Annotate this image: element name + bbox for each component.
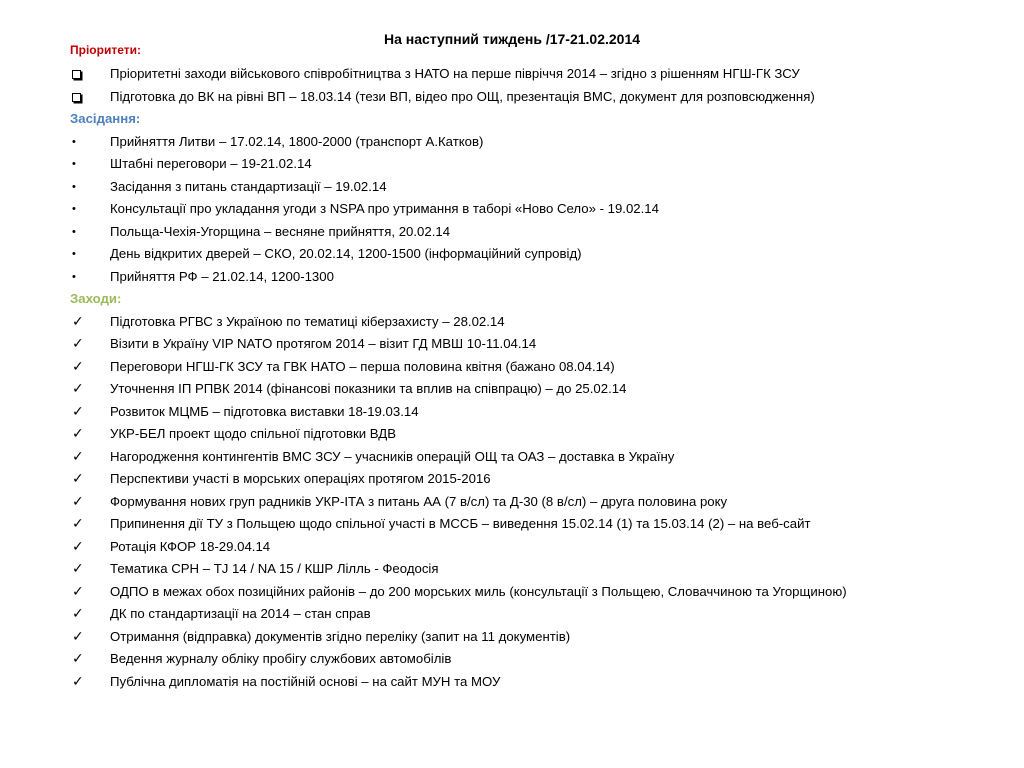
dot-bullet-icon: • xyxy=(72,248,76,260)
checkbox-bullet-icon xyxy=(0,86,110,109)
event-item: ✓ Підготовка РГВС з Україною по тематиці кіберзахисту – 28.02.14 xyxy=(0,311,1024,334)
event-item: ✓ Нагородження контингентів ВМС ЗСУ – учасників операцій ОЩ та ОАЗ – доставка в Україну xyxy=(0,446,1024,469)
event-item: ✓ Формування нових груп радників УКР-ІТА з питань АА (7 в/сл) та Д-30 (8 в/сл) – друга половина року xyxy=(0,491,1024,514)
event-item: ✓ Розвиток МЦМБ – підготовка виставки 18-19.03.14 xyxy=(0,401,1024,424)
meeting-item: • День відкритих дверей – СКО, 20.02.14, 1200-1500 (інформаційний супровід) xyxy=(0,243,1024,266)
meeting-item: • Штабні переговори – 19-21.02.14 xyxy=(0,153,1024,176)
checkmark-bullet-icon: ✓ xyxy=(72,426,84,442)
checkmark-bullet-icon: ✓ xyxy=(72,358,84,375)
checkmark-bullet-icon: ✓ xyxy=(72,561,84,577)
checkbox-bullet-icon xyxy=(0,63,110,86)
checkmark-bullet-icon: ✓ xyxy=(72,381,84,397)
checkmark-bullet-icon: ✓ xyxy=(72,403,84,420)
priority-item: Пріоритетні заходи військового співробітництва з НАТО на перше півріччя 2014 – згідно з рішенням НГШ-ГК ЗСУ xyxy=(0,63,1024,86)
dot-bullet-icon: • xyxy=(72,158,76,170)
meeting-item: • Засідання з питань стандартизації – 19.02.14 xyxy=(0,176,1024,199)
event-item: ✓ Візити в Україну VIP NATO протягом 2014 – візит ГД МВШ 10-11.04.14 xyxy=(0,333,1024,356)
meeting-item: • Прийняття Литви – 17.02.14, 1800-2000 (транспорт А.Катков) xyxy=(0,131,1024,154)
event-item: ✓ УКР-БЕЛ проект щодо спільної підготовки ВДВ xyxy=(0,423,1024,446)
event-item: ✓ ДК по стандартизації на 2014 – стан справ xyxy=(0,603,1024,626)
meeting-item: • Консультації про укладання угоди з NSPA про утримання в таборі «Ново Село» - 19.02.14 xyxy=(0,198,1024,221)
checkmark-bullet-icon: ✓ xyxy=(72,336,84,352)
dot-bullet-icon: • xyxy=(72,180,76,193)
priority-item: Підготовка до ВК на рівні ВП – 18.03.14 (тези ВП, відео про ОЩ, презентація ВМС, документ для розповсюдження) xyxy=(0,86,1024,109)
dot-bullet-icon: • xyxy=(72,135,76,148)
checkmark-bullet-icon: ✓ xyxy=(72,673,84,690)
event-item: ✓ Припинення дії ТУ з Польщею щодо спільної участі в МССБ – виведення 15.02.14 (1) та 15.03.14 (2) – на веб-сайт xyxy=(0,513,1024,536)
event-item: ✓ Ведення журналу обліку пробігу службових автомобілів xyxy=(0,648,1024,671)
dot-bullet-icon: • xyxy=(72,225,76,238)
checkmark-bullet-icon: ✓ xyxy=(72,606,84,622)
event-item: ✓ Переговори НГШ-ГК ЗСУ та ГВК НАТО – перша половина квітня (бажано 08.04.14) xyxy=(0,356,1024,379)
event-item: ✓ Отримання (відправка) документів згідно переліку (запит на 11 документів) xyxy=(0,626,1024,649)
meetings-label: Засідання: xyxy=(70,111,141,126)
checkmark-bullet-icon: ✓ xyxy=(72,628,84,645)
event-item: ✓ ОДПО в межах обох позиційних районів – до 200 морських миль (консультації з Польщею, Словаччиною та Угорщиною) xyxy=(0,581,1024,604)
events-label: Заходи: xyxy=(70,291,122,306)
event-item: ✓ Уточнення ІП РПВК 2014 (фінансові показники та вплив на співпрацю) – до 25.02.14 xyxy=(0,378,1024,401)
checkmark-bullet-icon: ✓ xyxy=(72,651,84,667)
checkmark-bullet-icon: ✓ xyxy=(72,493,84,510)
page-title: На наступний тиждень /17-21.02.2014 xyxy=(383,31,641,47)
checkmark-bullet-icon: ✓ xyxy=(72,471,84,487)
checkmark-bullet-icon: ✓ xyxy=(72,583,84,600)
checkmark-bullet-icon: ✓ xyxy=(72,313,84,330)
priorities-label: Пріоритети: xyxy=(70,43,141,57)
checkmark-bullet-icon: ✓ xyxy=(72,448,84,465)
checkmark-bullet-icon: ✓ xyxy=(72,516,84,532)
event-item: ✓ Перспективи участі в морських операціях протягом 2015-2016 xyxy=(0,468,1024,491)
dot-bullet-icon: • xyxy=(72,203,76,215)
event-item: ✓ Ротація КФОР 18-29.04.14 xyxy=(0,536,1024,559)
event-item: ✓ Тематика СРН – TJ 14 / NA 15 / КШР Лілль - Феодосія xyxy=(0,558,1024,581)
checkmark-bullet-icon: ✓ xyxy=(72,538,84,555)
meeting-item: • Прийняття РФ – 21.02.14, 1200-1300 xyxy=(0,266,1024,289)
meeting-item: • Польща-Чехія-Угорщина – весняне прийняття, 20.02.14 xyxy=(0,221,1024,244)
event-item: ✓ Публічна дипломатія на постійній основі – на сайт МУН та МОУ xyxy=(0,671,1024,694)
dot-bullet-icon: • xyxy=(72,270,76,283)
content-list xyxy=(0,63,1024,693)
